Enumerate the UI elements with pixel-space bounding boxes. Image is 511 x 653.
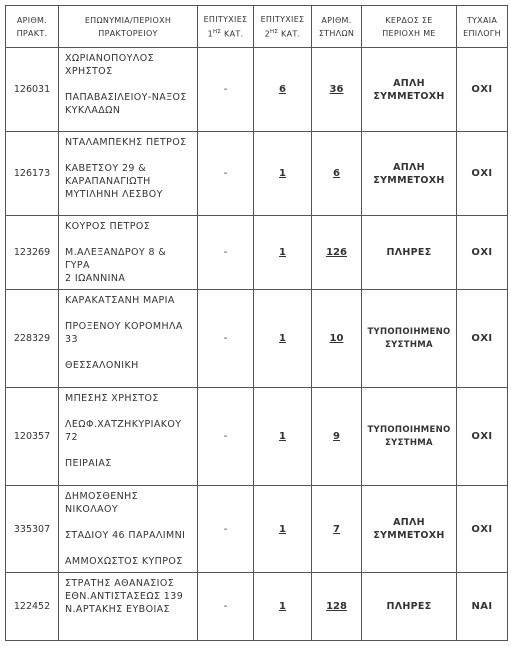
address-line: ΜΠΕΣΗΣ ΧΡΗΣΤΟΣ	[65, 393, 159, 404]
gain-type	[362, 388, 457, 486]
address-line: ΘΕΣΣΑΛΟΝΙΚΗ	[65, 360, 139, 371]
second-category-wins	[254, 388, 312, 486]
address-line: ΚΑΡΑΠΑΝΑΓΙΩΤΗ	[65, 176, 151, 187]
gain-type-line: ΑΠΛΗ	[393, 517, 425, 528]
table-row	[6, 388, 508, 486]
columns-count	[312, 290, 362, 388]
gain-type-line: ΣΥΜΜΕΤΟΧΗ	[373, 90, 445, 102]
second-category-wins-link[interactable]: 1	[279, 523, 286, 535]
first-category-wins	[198, 486, 254, 573]
columns-count	[312, 216, 362, 290]
agency-name-address	[59, 388, 198, 486]
address-line: ΚΑΒΕΤΣΟΥ 29 &	[65, 163, 147, 174]
second-category-wins	[254, 573, 312, 641]
second-category-wins	[254, 486, 312, 573]
line-gap	[65, 346, 191, 359]
agency-number: 126173	[6, 132, 59, 216]
gain-type	[362, 486, 457, 573]
address-line: ΣΤΡΑΤΗΣ ΑΘΑΝΑΣΙΟΣ	[65, 578, 175, 589]
columns-count	[312, 132, 362, 216]
address-line: ΠΕΙΡΑΙΑΣ	[65, 458, 112, 469]
second-category-wins-link[interactable]: 1	[279, 601, 286, 612]
gain-type-value	[365, 77, 453, 103]
second-category-wins	[254, 48, 312, 132]
gain-type-value	[365, 516, 453, 542]
columns-count-link[interactable]: 10	[329, 333, 344, 344]
address-line: ΔΗΜΟΣΘΕΝΗΣ ΝΙΚΟΛΑΟΥ	[65, 491, 139, 515]
gain-type-line: ΣΥΜΜΕΤΟΧΗ	[373, 174, 445, 186]
first-category-wins	[198, 216, 254, 290]
agency-name-address	[59, 290, 198, 388]
agency-number: 335307	[6, 486, 59, 573]
random-pick	[457, 132, 508, 216]
random-pick-value: ΝΑΙ	[471, 601, 493, 612]
random-pick-value: ΟΧΙ	[471, 84, 493, 95]
header-second-category-wins: ΕΠΙΤΥΧΙΕΣ $2^{H\Sigma}$ ΚΑΤ.	[254, 6, 312, 48]
agency-number: 123269	[6, 216, 59, 290]
second-category-wins	[254, 290, 312, 388]
agency-name-address	[59, 216, 198, 290]
random-pick-value: ΟΧΙ	[471, 247, 493, 258]
first-category-wins	[198, 132, 254, 216]
gain-type	[362, 48, 457, 132]
line-gap	[65, 516, 191, 529]
address-line: 2 ΙΩΑΝΝΙΝΑ	[65, 273, 126, 284]
header-first-category-wins: ΕΠΙΤΥΧΙΕΣ $1^{H\Sigma}$ ΚΑΤ.	[198, 6, 254, 48]
header-columns-count: ΑΡΙΘΜ. ΣΤΗΛΩΝ	[312, 6, 362, 48]
address-line: ΜΥΤΙΛΗΝΗ ΛΕΣΒΟΥ	[65, 189, 163, 200]
gain-type	[362, 132, 457, 216]
header-agency-number: ΑΡΙΘΜ. ΠΡΑΚΤ.	[6, 6, 59, 48]
table-row	[6, 486, 508, 573]
address-line: ΝΤΑΛΑΜΠΕΚΗΣ ΠΕΤΡΟΣ	[65, 137, 187, 148]
columns-count-link[interactable]: 6	[333, 168, 340, 179]
line-gap	[65, 542, 191, 555]
table-row	[6, 573, 508, 641]
columns-count-link[interactable]: 128	[326, 601, 347, 612]
random-pick	[457, 486, 508, 573]
gain-type	[362, 573, 457, 641]
address-line: ΠΑΠΑΒΑΣΙΛΕΙΟΥ-ΝΑΞΟΣ	[65, 92, 187, 103]
agency-number: 122452	[6, 573, 59, 641]
address-line: 33	[65, 334, 78, 345]
address-line: ΣΤΑΔΙΟΥ 46 ΠΑΡΑΛΙΜΝΙ	[65, 530, 186, 541]
gain-type-value	[365, 600, 453, 613]
header-gain-type: ΚΕΡΔΟΣ ΣΕ ΠΕΡΙΟΧΗ ΜΕ	[362, 6, 457, 48]
columns-count	[312, 388, 362, 486]
first-category-wins-value: -	[223, 333, 228, 344]
address-line: ΚΟΥΡΟΣ ΠΕΤΡΟΣ	[65, 221, 151, 232]
table-header-row	[6, 6, 508, 48]
address-line: ΛΕΩΦ.ΧΑΤΖΗΚΥΡΙΑΚΟΥ	[65, 419, 182, 430]
gain-type-line: ΣΥΜΜΕΤΟΧΗ	[373, 530, 445, 541]
address-line: ΧΡΗΣΤΟΣ	[65, 66, 113, 77]
gain-type-line: ΣΥΣΤΗΜΑ	[385, 437, 433, 448]
columns-count-link[interactable]: 9	[333, 431, 340, 442]
line-gap	[65, 405, 191, 418]
first-category-wins-value: -	[223, 247, 228, 258]
columns-count-link[interactable]: 7	[333, 523, 340, 535]
gain-type-line: ΠΛΗΡΕΣ	[386, 247, 432, 258]
address-line: Μ.ΑΛΕΞΑΝΔΡΟΥ 8 & ΓΥΡΑ	[65, 247, 167, 271]
second-category-wins-link[interactable]: 1	[279, 168, 286, 179]
first-category-wins-value: -	[223, 431, 228, 442]
first-category-wins-value: -	[223, 601, 228, 612]
gain-type	[362, 290, 457, 388]
first-category-wins-value: -	[223, 84, 228, 95]
gain-type-value	[365, 424, 453, 450]
first-category-wins	[198, 290, 254, 388]
columns-count-link[interactable]: 126	[326, 247, 347, 258]
random-pick	[457, 48, 508, 132]
random-pick	[457, 573, 508, 641]
agency-name-address	[59, 573, 198, 641]
winning-agencies-table	[5, 5, 508, 641]
address-line: ΚΥΚΛΑΔΩΝ	[65, 105, 121, 116]
gain-type-value	[365, 246, 453, 259]
agency-name-address	[59, 132, 198, 216]
header-random-pick: ΤΥΧΑΙΑ ΕΠΙΛΟΓΗ	[457, 6, 508, 48]
gain-type-line: ΤΥΠΟΠΟΙΗΜΕΝΟ	[367, 424, 451, 435]
line-gap	[65, 444, 191, 457]
agency-number: 126031	[6, 48, 59, 132]
first-category-wins-value: -	[223, 168, 228, 179]
random-pick-value: ΟΧΙ	[471, 333, 493, 344]
gain-type-line: ΠΛΗΡΕΣ	[386, 601, 432, 612]
first-category-wins	[198, 573, 254, 641]
address-line: 72	[65, 432, 78, 443]
first-category-wins-value: -	[223, 523, 228, 535]
random-pick	[457, 290, 508, 388]
second-category-wins	[254, 216, 312, 290]
second-category-wins-link[interactable]: 1	[279, 333, 286, 344]
second-category-wins-link[interactable]: 6	[279, 84, 286, 95]
columns-count	[312, 48, 362, 132]
gain-type-value	[365, 161, 453, 187]
line-gap	[65, 149, 191, 162]
line-gap	[65, 78, 191, 91]
second-category-wins	[254, 132, 312, 216]
second-category-wins-link[interactable]: 1	[279, 431, 286, 442]
columns-count	[312, 573, 362, 641]
columns-count	[312, 486, 362, 573]
header-name-area: ΕΠΩΝΥΜΙΑ/ΠΕΡΙΟΧΗ ΠΡΑΚΤΟΡΕΙΟΥ	[59, 6, 198, 48]
table-row	[6, 48, 508, 132]
random-pick-value: ΟΧΙ	[471, 431, 493, 442]
table-row	[6, 290, 508, 388]
second-category-wins-link[interactable]: 1	[279, 247, 286, 258]
agency-name-address	[59, 48, 198, 132]
address-line: ΚΑΡΑΚΑΤΣΑΝΗ ΜΑΡΙΑ	[65, 295, 175, 306]
gain-type-line: ΣΥΣΤΗΜΑ	[385, 339, 433, 350]
agency-number: 120357	[6, 388, 59, 486]
random-pick	[457, 388, 508, 486]
line-gap	[65, 307, 191, 320]
gain-type-line: ΑΠΛΗ	[393, 77, 425, 89]
columns-count-link[interactable]: 36	[329, 84, 344, 95]
table-row	[6, 132, 508, 216]
line-gap	[65, 233, 191, 246]
address-line: ΑΜΜΟΧΩΣΤΟΣ ΚΥΠΡΟΣ	[65, 556, 183, 567]
random-pick-value: ΟΧΙ	[471, 168, 493, 179]
gain-type-value	[365, 326, 453, 352]
address-line: Ν.ΑΡΤΑΚΗΣ ΕΥΒΟΙΑΣ	[65, 604, 170, 615]
address-line: ΠΡΟΞΕΝΟΥ ΚΟΡΟΜΗΛΑ	[65, 321, 183, 332]
gain-type-line: ΤΥΠΟΠΟΙΗΜΕΝΟ	[367, 326, 451, 337]
gain-type-line: ΑΠΛΗ	[393, 161, 425, 173]
random-pick-value: ΟΧΙ	[471, 523, 493, 535]
address-line: ΧΩΡΙΑΝΟΠΟΥΛΟΣ	[65, 53, 154, 64]
random-pick	[457, 216, 508, 290]
agency-number: 228329	[6, 290, 59, 388]
first-category-wins	[198, 48, 254, 132]
agency-name-address	[59, 486, 198, 573]
table-row	[6, 216, 508, 290]
first-category-wins	[198, 388, 254, 486]
gain-type	[362, 216, 457, 290]
address-line: ΕΘΝ.ΑΝΤΙΣΤΑΣΕΩΣ 139	[65, 591, 184, 602]
